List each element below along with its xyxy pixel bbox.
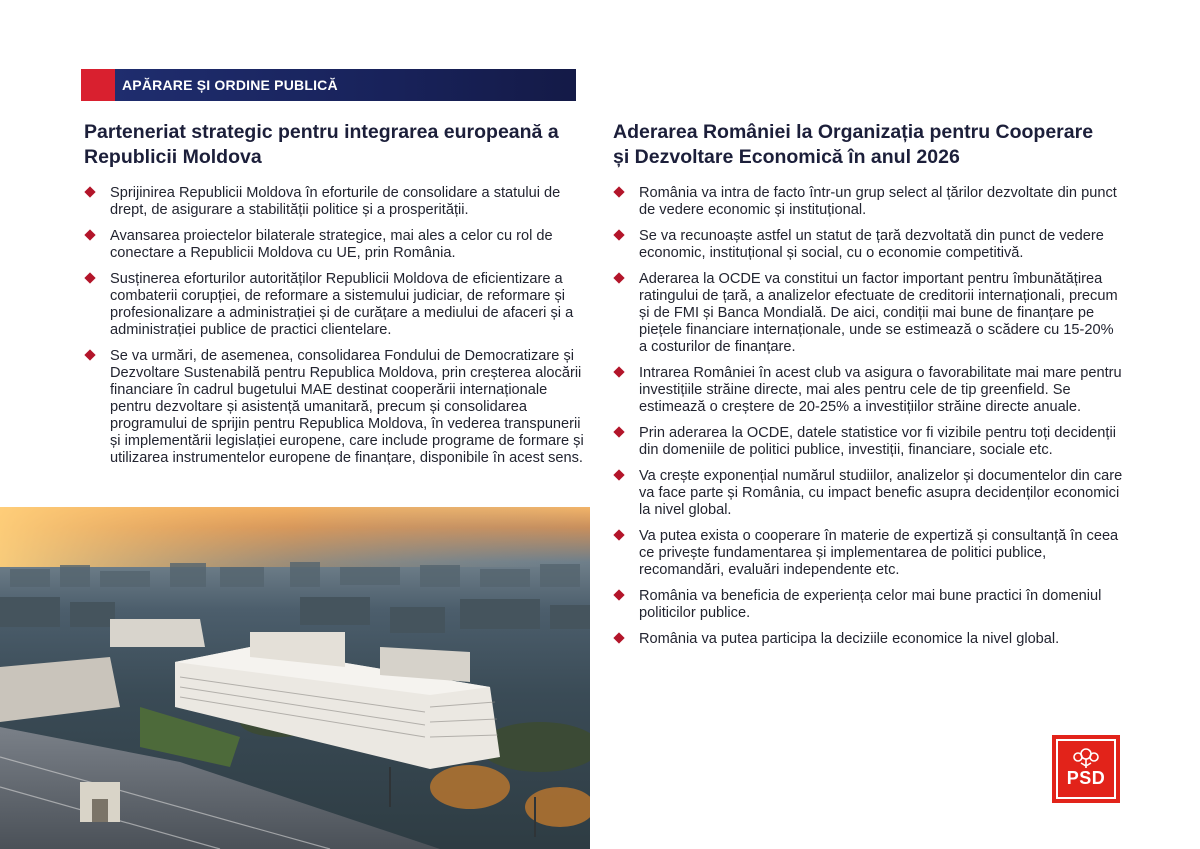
diamond-bullet-icon bbox=[613, 229, 624, 240]
list-item: Susținerea eforturilor autorităților Republicii Moldova de eficientizare a combaterii corupției, de reformare a sistemului judiciar, de reformare și profesionalizare a administrației și de curățare a mediului de afaceri și a administrației publice de practici clientelare. bbox=[84, 271, 590, 339]
list-item: Avansarea proiectelor bilaterale strategice, mai ales a celor cu rol de conectare a Republicii Moldova cu UE, prin România. bbox=[84, 228, 590, 262]
diamond-bullet-icon bbox=[613, 272, 624, 283]
city-aerial-photo bbox=[0, 507, 590, 849]
list-item: Va putea exista o cooperare în materie de expertiză și consultanță în ceea ce privește fundamentarea și implementarea de politici publice, recomandări, evaluări independente etc. bbox=[613, 528, 1123, 579]
diamond-bullet-icon bbox=[613, 366, 624, 377]
diamond-bullet-icon bbox=[84, 186, 95, 197]
list-item: Se va urmări, de asemenea, consolidarea Fondului de Democratizare și Dezvoltare Sustenabilă pentru Republica Moldova, prin creșterea alocării financiare în cadrul bugetului MAE destinat cooperării internaționale pentru dezvoltare și asistență umanitară, precum și consolidarea programului de sprijin pentru Republica Moldova, în vederea transpunerii și implementării legislației europene, care include programe de formare și utilizarea instrumentelor europene de finanțare, disponibile în acest sens. bbox=[84, 348, 590, 467]
list-item: Se va recunoaște astfel un statut de țară dezvoltată din punct de vedere economic, instituțional și social, cu o economie competitivă. bbox=[613, 228, 1123, 262]
diamond-bullet-icon bbox=[613, 469, 624, 480]
psd-logo bbox=[1052, 735, 1120, 803]
list-item: Prin aderarea la OCDE, datele statistice vor fi vizibile pentru toți decidenții din domeniile de politici publice, investiții, financiare, sociale etc. bbox=[613, 425, 1123, 459]
left-bullet-list bbox=[84, 185, 590, 476]
banner-red-block bbox=[81, 69, 115, 101]
list-item: Intrarea României în acest club va asigura o favorabilitate mai mare pentru investițiile străine directe, mai ales pentru cele de tip greenfield. Se estimează o creștere de 20-25% a investițiilor străine directe anuale. bbox=[613, 365, 1123, 416]
city-illustration bbox=[0, 507, 590, 849]
banner-label: APĂRARE ȘI ORDINE PUBLICĂ bbox=[115, 69, 576, 101]
diamond-bullet-icon bbox=[613, 632, 624, 643]
list-item: Aderarea la OCDE va constitui un factor important pentru îmbunătățirea ratingului de țară, a analizelor efectuate de creditorii internaționali, precum și de FMI și Banca Mondială. De aici, condiții mai bune de finanțare pe piețele financiare internaționale, unde se estimează o scădere cu 15-20% a costurilor de finanțare. bbox=[613, 271, 1123, 356]
list-item: România va beneficia de experiența celor mai bune practici în domeniul politicilor publice. bbox=[613, 588, 1123, 622]
logo-text: PSD bbox=[1066, 768, 1106, 788]
diamond-bullet-icon bbox=[613, 426, 624, 437]
diamond-bullet-icon bbox=[84, 272, 95, 283]
diamond-bullet-icon bbox=[84, 349, 95, 360]
list-item: România va putea participa la deciziile economice la nivel global. bbox=[613, 631, 1123, 648]
right-section-title: Aderarea României la Organizația pentru Cooperare și Dezvoltare Economică în anul 2026 bbox=[613, 121, 1094, 168]
diamond-bullet-icon bbox=[613, 186, 624, 197]
left-section-title: Parteneriat strategic pentru integrarea europeană a Republicii Moldova bbox=[84, 121, 559, 168]
list-item: Va crește exponențial numărul studiilor, analizelor și documentelor din care va face parte și România, cu impact benefic asupra decidenților economici la nivel global. bbox=[613, 468, 1123, 519]
section-banner bbox=[81, 69, 576, 101]
diamond-bullet-icon bbox=[613, 529, 624, 540]
list-item: România va intra de facto într-un grup select al țărilor dezvoltate din punct de vedere economic și instituțional. bbox=[613, 185, 1123, 219]
right-bullet-list bbox=[613, 185, 1123, 657]
diamond-bullet-icon bbox=[84, 229, 95, 240]
list-item: Sprijinirea Republicii Moldova în eforturile de consolidare a statului de drept, de asigurare a stabilității politice și a prosperității. bbox=[84, 185, 590, 219]
diamond-bullet-icon bbox=[613, 589, 624, 600]
rose-icon bbox=[1071, 747, 1101, 769]
